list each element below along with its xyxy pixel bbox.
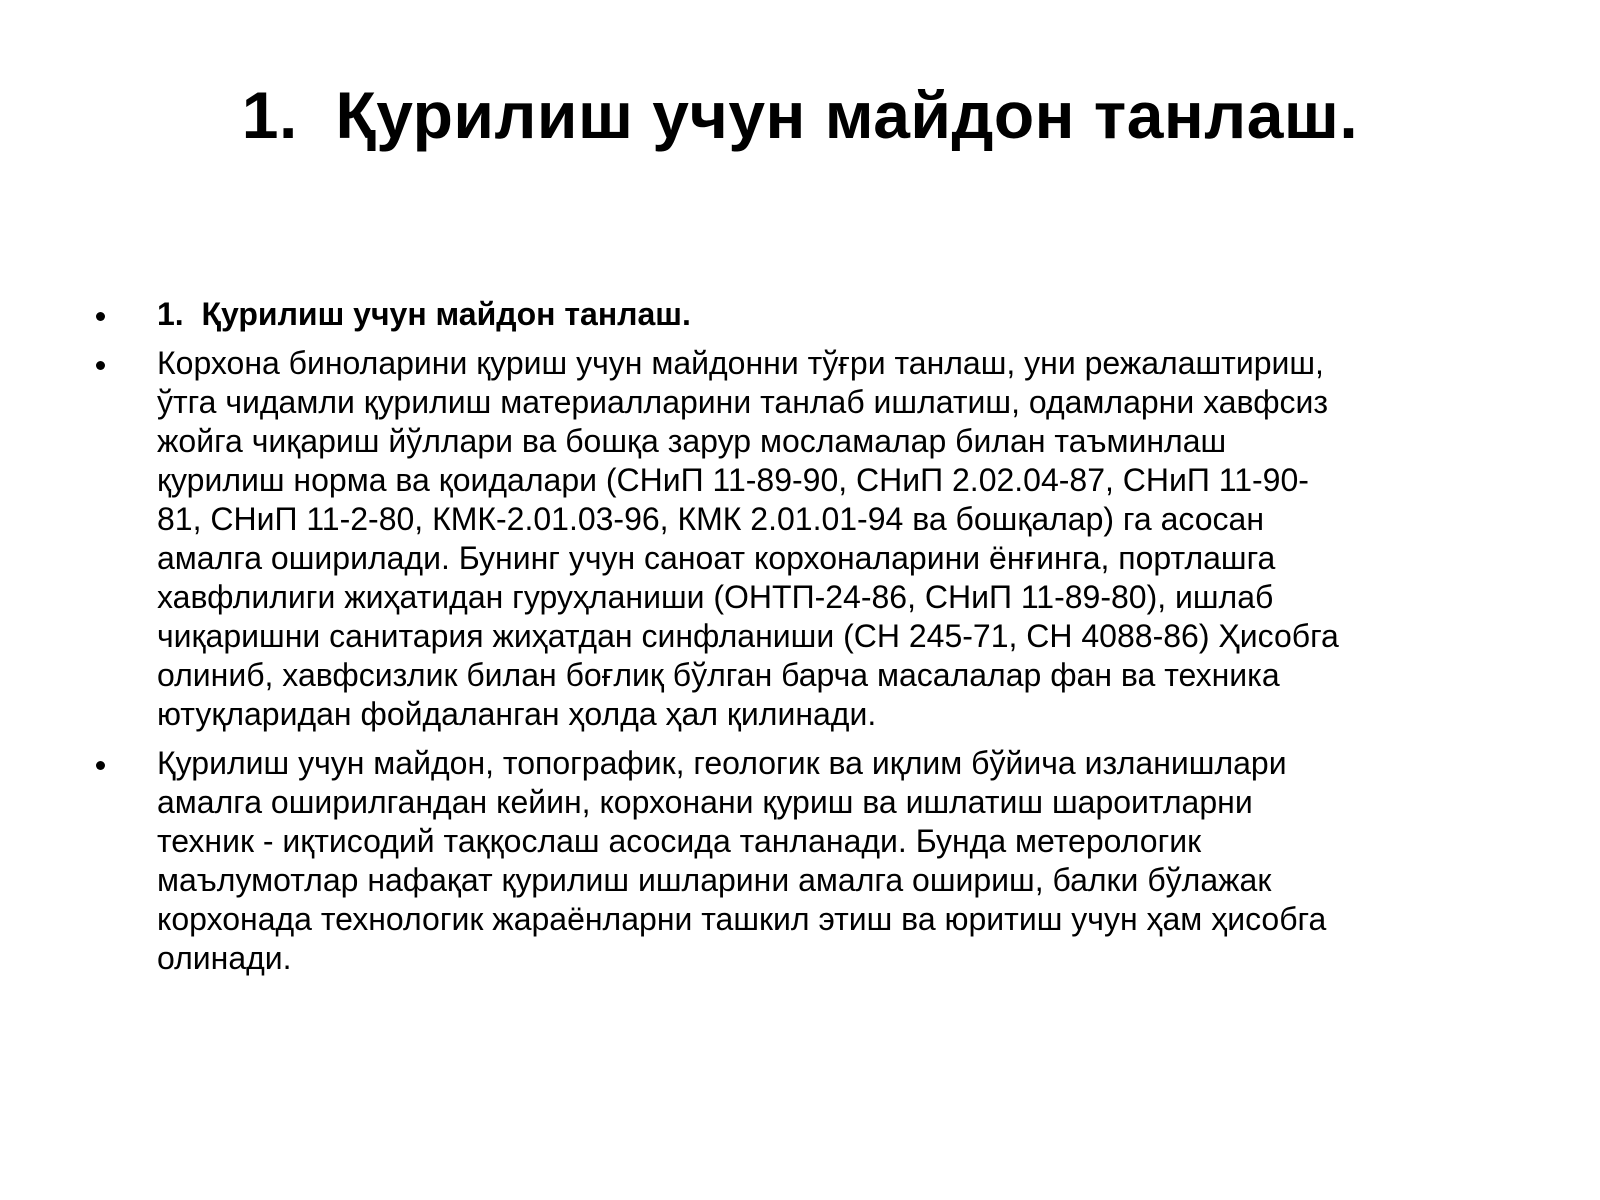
bullet-dot-icon	[96, 761, 105, 770]
slide-title: 1. Қурилиш учун майдон танлаш.	[241, 78, 1359, 152]
bullet-dot-icon	[96, 361, 105, 370]
bullet-item-site-requirements	[0, 344, 1600, 734]
bullet-paragraph-text: Корхона биноларини қуриш учун майдонни тўғри танлаш, уни режалаштириш, ўтга чидамли қурилиш материалларини танлаб ишлатиш, одамларни хавфсиз жойга чиқариш йўллари ва бошқа зарур мосламалар билан таъминлаш қурилиш норма ва қоидалари (СНиП 11-89-90, СНиП 2.02.04-87, СНиП 11-90- 81, СНиП 11-2-80, КМК-2.01.03-96, КМК 2.01.01-94 ва бошқалар) га асосан амалга оширилади. Бунинг учун саноат корхоналарини ёнғинга, портлашга хавфлилиги жиҳатидан гуруҳланиши (ОНТП-24-86, СНиП 11-89-80), ишлаб чиқаришни санитария жиҳатдан синфланиши (СН 245-71, СН 4088-86) Ҳисобга олиниб, хавфсизлик билан боғлиқ бўлган барча масалалар фан ва техника ютуқларидан фойдаланган ҳолда ҳал қилинади.	[157, 345, 1339, 732]
bullet-list	[0, 295, 1600, 988]
bullet-heading-text: 1. Қурилиш учун майдон танлаш.	[157, 296, 691, 332]
bullet-paragraph-text: Қурилиш учун майдон, топографик, геологик ва иқлим бўйича изланишлари амалга оширилгандан кейин, корхонани қуриш ва ишлатиш шароитларни техник - иқтисодий таққослаш асосида танланади. Бунда метерологик маълумотлар нафақат қурилиш ишларини амалга ошириш, балки бўлажак корхонада технологик жараёнларни ташкил этиш ва юритиш учун ҳам ҳисобга олинади.	[157, 745, 1327, 976]
bullet-item-heading	[0, 295, 1600, 334]
bullet-item-site-selection	[0, 744, 1600, 978]
bullet-dot-icon	[96, 312, 105, 321]
